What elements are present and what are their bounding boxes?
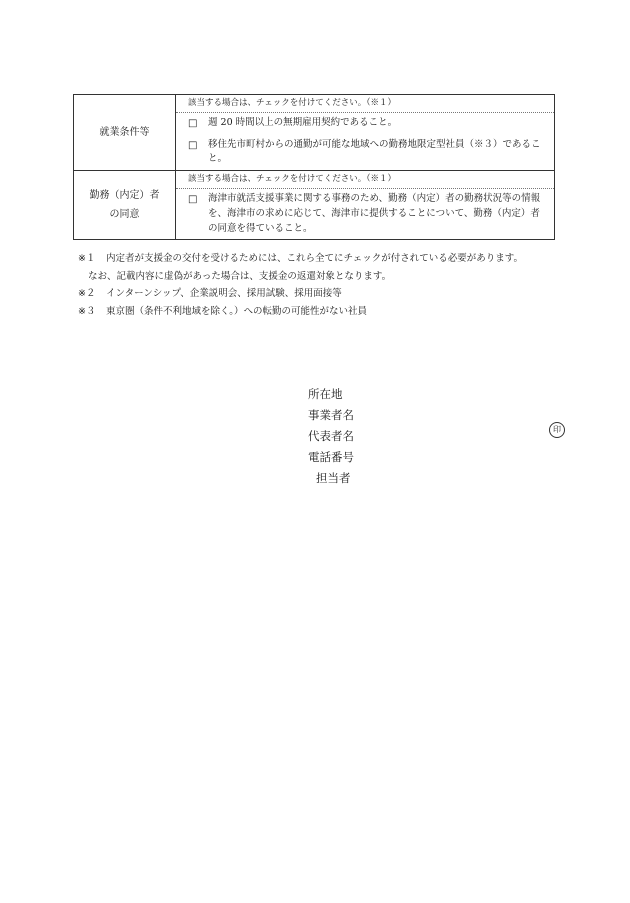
checkbox-item[interactable] [176,189,554,239]
seal-mark: 印 [549,422,565,438]
footnote-1-sub: なお、記載内容に虚偽があった場合は、支援金の返還対象となります。 [88,270,392,282]
contact-person-label: 担当者 [316,471,351,485]
check-instruction: 該当する場合は、チェックを付けてください。（※１） [176,95,554,113]
table-row [74,95,555,171]
checkbox[interactable]: □ [188,118,198,130]
footnote-text: 内定者が支援金の交付を受けるためには、これら全てにチェックが付されている必要があります。 [106,253,523,264]
address-label: 所在地 [308,387,343,401]
table-row [74,171,555,240]
representative-label: 代表者名 [308,429,354,443]
checkbox-label: 海津市就活支援事業に関する事務のため、勤務（内定）者の勤務状況等の情報を、海津市の求めに応じて、海津市に提供することについて、勤務（内定）者の同意を得ていること。 [208,193,541,234]
check-instruction: 該当する場合は、チェックを付けてください。（※１） [176,171,554,189]
footnote-mark: ※３ [78,305,96,317]
footnote-mark: ※２ [78,288,96,300]
row-content [176,95,555,171]
footnote-mark: ※１ [78,253,96,264]
row-label-line: 勤務（内定）者 [89,190,160,202]
row-label-consent [74,171,176,240]
conditions-table [73,94,555,240]
footnote-1 [78,250,558,268]
footnote-2 [78,285,558,303]
checkbox-label: 週 20 時間以上の無期雇用契約であること。 [208,117,398,129]
signature-block [308,384,354,489]
checkbox-label: 移住先市町村からの通勤が可能な地域への勤務地限定型社員（※３）であること。 [208,138,541,165]
footnote-text: インターンシップ、企業説明会、採用試験、採用面接等 [106,288,342,300]
checkbox[interactable]: □ [188,194,198,206]
row-content [176,171,555,240]
phone-label: 電話番号 [308,450,354,464]
checkbox-item[interactable] [176,135,554,170]
footnotes [78,250,558,320]
row-label-employment-conditions [74,95,176,171]
row-label-text: 就業条件等 [99,127,150,139]
row-label-line: の同意 [109,209,140,221]
company-name-label: 事業者名 [308,408,354,422]
checkbox[interactable]: □ [188,139,198,151]
footnote-text: 東京圏（条件不利地域を除く。）への転勤の可能性がない社員 [106,305,368,317]
checkbox-item[interactable] [176,113,554,135]
footnote-3 [78,303,558,321]
